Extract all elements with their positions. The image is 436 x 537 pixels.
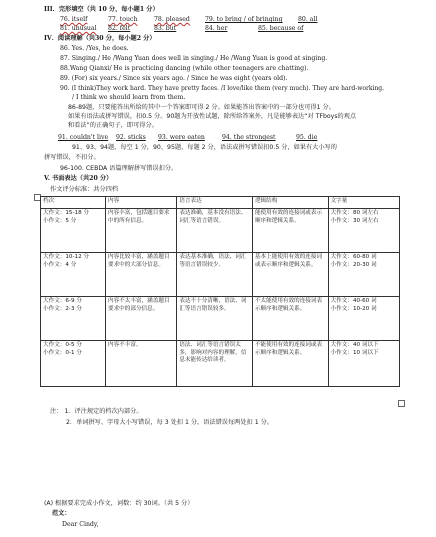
cell-language: 表达准确，基本没有语法、词汇等语言错误。: [177, 209, 253, 253]
cell-content: 内容丰富，包括题目要求中的所有信息。: [105, 209, 176, 253]
section-4-title: IV．阅读理解（共30 分，每小题2 分）: [44, 35, 156, 42]
cell-language: 语法、词汇等语言错误太多，影响对内容的理解，信息未能传达给读者。: [177, 341, 253, 387]
answer-89: 89. (For) six years./ Since six years ago. / Since he was eight (years old).: [60, 75, 288, 82]
note-1: 注： 1．评注规定的档次内部分。: [50, 408, 143, 415]
answer-92: 92. sticks: [116, 134, 146, 141]
header-word-count: 文字量: [328, 197, 399, 209]
answer-95: 95. die: [296, 134, 318, 141]
cell-grade: 大作文：15-18 分 小作文：5 分: [41, 209, 106, 253]
cell-content: 内容比较丰富，涵盖题目要求中的大部分信息。: [105, 253, 176, 297]
answer-78: 78. pleased: [154, 16, 190, 23]
table-row: [41, 341, 400, 387]
answer-80: 80. all: [298, 16, 318, 23]
answer-94: 94. the strongest: [222, 134, 276, 141]
answer-79: 79. to bring / of bringing: [205, 16, 283, 23]
answer-81: 81. unusual: [60, 25, 97, 32]
cell-logic: 基本上能使用有效的连接词或表示顺序和逻辑关系。: [252, 253, 328, 297]
table-resize-handle-icon[interactable]: [398, 400, 405, 407]
scoring-note-5: 拼写错误，不扣分。: [44, 154, 100, 161]
scoring-note-3: 和看法”的正确句子，即可得分。: [68, 122, 158, 129]
cell-grade: 大作文：10-12 分 小作文：4 分: [41, 253, 106, 297]
header-content: 内容: [105, 197, 176, 209]
scoring-note-2: 如果有语法或拼写错误，扣0.5 分。90题为开放性试题，除所给答案外，凡是能够表达“对 TFboys的观点: [68, 113, 357, 120]
header-grade: 档次: [41, 197, 106, 209]
answer-87: 87. Singing./ He /Wang Yuan does well in singing./ He /Wang Yuan is good at singing.: [60, 55, 328, 62]
answer-96-100: 96-100. CEBDA 语篇理解拼写错误扣分。: [60, 165, 178, 172]
rubric-subtitle: 作文评分标准：共分四档: [50, 186, 119, 193]
cell-word-count: 大作文：40 词以下 小作文：10 词以下: [328, 341, 399, 387]
answer-88: 88.Wang Qianxi/ He is practicing dancing (while other teenagers are chatting).: [60, 65, 309, 72]
cell-language: 表达不十分清晰，语法、词汇等语言错误较多。: [177, 297, 253, 341]
header-logic: 逻辑结构: [252, 197, 328, 209]
table-row: [41, 297, 400, 341]
scoring-note-1: 86-89题，只要能答出所给的其中一个答案即可得 2 分。如果能答出答案中的一部分也可得1 分。: [68, 104, 335, 111]
rubric-table: [40, 196, 400, 387]
answer-93: 93. were eaten: [158, 134, 205, 141]
scoring-note-4: 91、93、94题，每空 1 分，90、95题，每题 2 分，语法或拼写错误扣0.5 分，如果有大小写的: [72, 144, 337, 151]
cell-language: 表达基本准确，语法、词汇等语言错误较少。: [177, 253, 253, 297]
section-3-title: III．完形填空（共 10 分，每小题1 分）: [44, 6, 159, 13]
cell-content: 内容不丰富。: [105, 341, 176, 387]
answer-77: 77. touch: [108, 16, 138, 23]
cell-logic: 不太能使用有效的连接词表示顺序和逻辑关系。: [252, 297, 328, 341]
answer-84: 84. her: [205, 25, 228, 32]
answer-91: 91. couldn't live: [58, 134, 109, 141]
answer-85: 85. because of: [258, 25, 304, 32]
answer-86: 86. Yes. /Yes, he does.: [60, 45, 129, 52]
cell-logic: 不能使用有效的连接词或表示顺序和逻辑关系。: [252, 341, 328, 387]
letter-greeting: Dear Cindy,: [62, 521, 99, 528]
cell-logic: 能使用有效的连接词或表示顺序和逻辑关系。: [252, 209, 328, 253]
note-2: 2．单词拼写、字母大小写错误，每 3 处扣 1 分，语法错误每两处扣 1 分。: [66, 419, 273, 426]
answer-83: 83. but: [154, 25, 177, 32]
sample-label: 范文：: [52, 510, 71, 517]
answer-76: 76. itself: [60, 16, 88, 23]
cell-word-count: 大作文：40-60 词 小作文：10-20 词: [328, 297, 399, 341]
table-row: [41, 209, 400, 253]
header-language: 语言表达: [177, 197, 253, 209]
cell-content: 内容不太丰富，涵盖题目要求中的部分信息。: [105, 297, 176, 341]
cell-word-count: 大作文：80 词左右 小作文：30 词左右: [328, 209, 399, 253]
section-5-title: V. 书面表达（共20 分）: [44, 175, 113, 182]
cell-grade: 大作文：0-5 分 小作文：0-1 分: [41, 341, 106, 387]
table-header-row: [41, 197, 400, 209]
answer-82: 82. felt: [108, 25, 131, 32]
answer-90-cont: / I think we should learn from them.: [72, 94, 186, 101]
task-a-instruction: (A) 根据要求完成小作文，词数：约 30词。（共 5 分）: [44, 500, 194, 507]
answer-90: 90. (I think)They work hard. They have pretty faces. /I love/like them (very much). They are hard-working.: [60, 85, 385, 92]
table-row: [41, 253, 400, 297]
cell-grade: 大作文：6-9 分 小作文：2-3 分: [41, 297, 106, 341]
cell-word-count: 大作文：60-80 词 小作文：20-30 词: [328, 253, 399, 297]
